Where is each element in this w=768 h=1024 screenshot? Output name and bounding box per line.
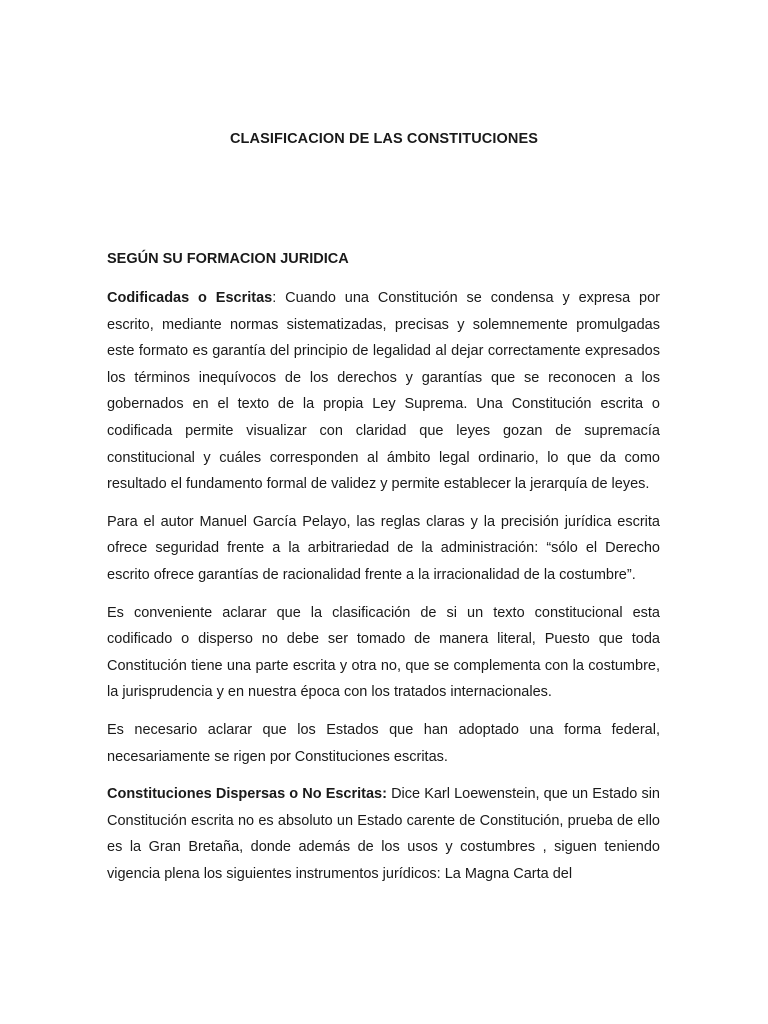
section-heading: SEGÚN SU FORMACION JURIDICA xyxy=(107,251,349,267)
paragraph-text: : Cuando una Constitución se condensa y expresa por escrito, mediante normas sistematizadas, precisas y solemnemente promulgadas este formato es garantía del principio de legalidad al dejar correctamente expresados los términos inequívocos de los derechos y garantías que se reconocen a los gobernados en el texto de la propia Ley Suprema. Una Constitución escrita o codificada permite visualizar con claridad que leyes gozan de supremacía constitucional y cuáles corresponden al ámbito legal ordinario, lo que da como resultado el fundamento formal de validez y permite establecer la jerarquía de leyes. xyxy=(107,290,660,493)
paragraph-codificadas xyxy=(107,285,660,498)
paragraph-dispersas xyxy=(107,781,660,887)
paragraph-clarification xyxy=(107,600,660,706)
document-body xyxy=(107,248,660,898)
document-title: CLASIFICACION DE LAS CONSTITUCIONES xyxy=(229,131,538,147)
paragraph-text: Es conveniente aclarar que la clasificación de si un texto constitucional esta codificado o disperso no debe ser tomado de manera literal, Puesto que toda Constitución tiene una parte escrita y otra no, que se complementa con la costumbre, la jurisprudencia y en nuestra época con los tratados internacionales. xyxy=(107,604,660,701)
term-dispersas: Constituciones Dispersas o No Escritas: xyxy=(107,786,387,803)
paragraph-text: Es necesario aclarar que los Estados que han adoptado una forma federal, necesariamente se rigen por Constituciones escritas. xyxy=(107,721,660,765)
paragraph-garcia-pelayo xyxy=(107,509,660,589)
paragraph-text: Dice Karl Loewenstein, que un Estado sin Constitución escrita no es absoluto un Estado carente de Constitución, prueba de ello es la Gran Bretaña, donde además de los usos y costumbres , siguen teniendo vigencia plena los siguientes instrumentos jurídicos: La Magna Carta del xyxy=(107,786,660,882)
paragraph-text: Para el autor Manuel García Pelayo, las reglas claras y la precisión jurídica escrita ofrece seguridad frente a la arbitrariedad de la administración: “sólo el Derecho escrito ofrece garantías de racionalidad frente a la irracionalidad de la costumbre”. xyxy=(107,513,660,583)
paragraph-federal-states xyxy=(107,717,660,770)
term-codificadas: Codificadas o Escritas xyxy=(107,290,273,306)
